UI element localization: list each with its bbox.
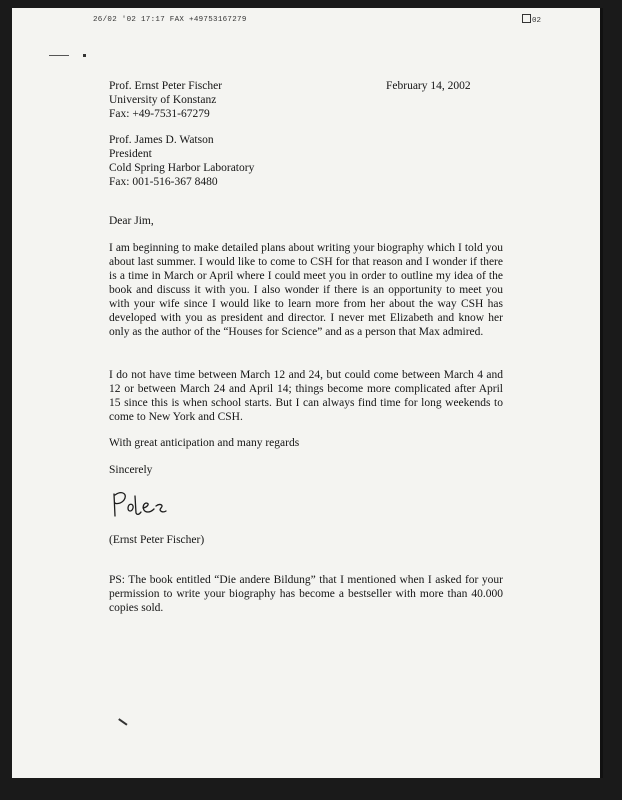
letter-page xyxy=(12,8,603,778)
closing: Sincerely xyxy=(109,464,153,476)
postscript: PS: The book entitled “Die andere Bildung” that I mentioned when I asked for your permission to write your biography has become a bestseller with more than 40.000 copies sold. xyxy=(109,574,503,614)
fax-page-number-value: 02 xyxy=(532,17,542,25)
sender-institution: University of Konstanz xyxy=(109,94,217,106)
letter-date: February 14, 2002 xyxy=(386,80,471,92)
body-paragraph-1: I am beginning to make detailed plans about writing your biography which I told you about last summer. I would like to come to CSH for that reason and I wonder if there is a time in March or April where I could meet you in order to outline my idea of the book and discuss it with you. I also wonder if there is an opportunity to meet you with your wife since I would like to learn more from her about the way CSH has developed with you as president and director. I never met Elizabeth and know her only as the author of the “Houses for Science” and as a person that Max admired. xyxy=(109,242,503,338)
scan-mark xyxy=(49,55,69,56)
body-paragraph-2: I do not have time between March 12 and 24, but could come between March 4 and 12 or between March 24 and April 14; things become more complicated after April 15 since this is when school starts. But I can always find time for long weekends to come to New York and CSH. xyxy=(109,369,503,423)
recipient-institution: Cold Spring Harbor Laboratory xyxy=(109,162,255,174)
sender-fax: Fax: +49-7531-67279 xyxy=(109,108,210,120)
recipient-name: Prof. James D. Watson xyxy=(109,134,214,146)
salutation: Dear Jim, xyxy=(109,215,154,227)
stray-pen-mark xyxy=(118,718,127,725)
fax-page-icon xyxy=(522,14,531,23)
recipient-address xyxy=(109,133,254,189)
sender-name: Prof. Ernst Peter Fischer xyxy=(109,80,223,92)
fax-page-number xyxy=(522,14,541,25)
fax-transmission-header: 26/02 '02 17:17 FAX +49753167279 xyxy=(93,16,247,24)
recipient-title: President xyxy=(109,148,152,160)
scan-dot xyxy=(83,54,86,57)
recipient-fax: Fax: 001-516-367 8480 xyxy=(109,176,218,188)
body-paragraph-3: With great anticipation and many regards xyxy=(109,437,300,449)
handwritten-signature xyxy=(108,486,168,522)
typed-signature-name: (Ernst Peter Fischer) xyxy=(109,534,205,546)
sender-address xyxy=(109,79,222,121)
